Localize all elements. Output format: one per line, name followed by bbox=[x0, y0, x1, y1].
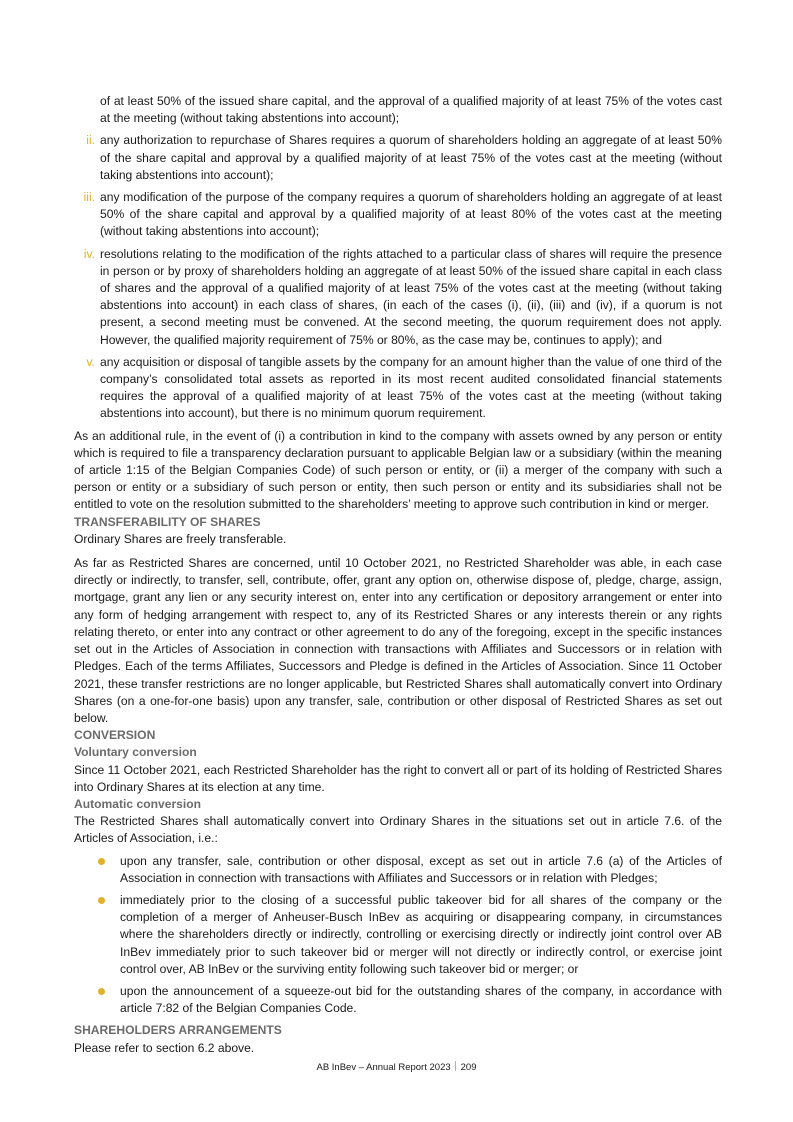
list-item-text: immediately prior to the closing of a successful public takeover bid for all shares of the company or the completion of a merger of Anheuser-Busch InBev as acquiring or disappearing company, in circumstances where the shareholders directly or indirectly, controlling or exercising directly or indirectly joint control over AB InBev immediately prior to such takeover bid or merger will not directly or indirectly control, or exercise joint control over, AB InBev or the surviving entity following such takeover bid or merger; or bbox=[120, 892, 722, 976]
list-item-number: iii. bbox=[83, 190, 95, 205]
list-item-text: any acquisition or disposal of tangible assets by the company for an amount higher than the value of one third of the company’s consolidated total assets as reported in its most recent audited consolidated financial statements requires the approval of a qualified majority of at least 75% of the votes cast at the meeting (without taking abstentions into account), but there is no minimum quorum requirement. bbox=[100, 354, 722, 421]
list-item-text: any authorization to repurchase of Shares requires a quorum of shareholders holding an aggregate of at least 50% of the share capital and approval by a qualified majority of at least 75% of the votes cast at the meeting (without taking abstentions into account); bbox=[100, 133, 722, 182]
additional-rule-paragraph: As an additional rule, in the event of (i) a contribution in kind to the company with assets owned by any person or entity which is required to file a transparency declaration pursuant to applicable Belgian law or a subsidiary (within the meaning of article 1:15 of the Belgian Companies Code) of such person or entity, or (ii) a merger of the company with such a person or entity or a subsidiary of such person or entity, then such person or entity and its subsidiaries shall not be entitled to vote on the resolution submitted to the shareholders’ meeting to approve such contribution in kind or merger. bbox=[74, 428, 722, 512]
list-item bbox=[74, 354, 722, 423]
list-item-text: upon the announcement of a squeeze-out bid for the outstanding shares of the company, in accordance with article 7:82 of the Belgian Companies Code. bbox=[120, 983, 722, 1016]
list-item-text: any modification of the purpose of the company requires a quorum of shareholders holding an aggregate of at least 50% of the share capital and approval by a qualified majority of at least 80% of the votes cast at the meeting (without taking abstentions into account); bbox=[100, 190, 722, 239]
bullet-icon bbox=[98, 897, 105, 904]
list-item bbox=[74, 132, 722, 184]
transferability-paragraph-1: Ordinary Shares are freely transferable. bbox=[74, 531, 287, 546]
list-item bbox=[74, 246, 722, 349]
voluntary-conversion-text: Since 11 October 2021, each Restricted Shareholder has the right to convert all or part of its holding of Restricted Shares into Ordinary Shares at its election at any time. bbox=[74, 762, 722, 794]
automatic-conversion-text: The Restricted Shares shall automatically convert into Ordinary Shares in the situations set out in article 7.6. of the Articles of Association, i.e.: bbox=[74, 814, 722, 846]
bullet-icon bbox=[98, 858, 105, 865]
transferability-paragraph-2: As far as Restricted Shares are concerned, until 10 October 2021, no Restricted Shareholder was able, in each case directly or indirectly, to transfer, sell, contribute, offer, grant any option on, otherwise dispose of, pledge, charge, assign, mortgage, grant any lien or any security interest on, enter into any certification or depository arrangement or enter into any form of hedging arrangement with respect to, any of its Restricted Shares or any interests therein or any rights relating thereto, or enter into any contract or other agreement to do any of the foregoing, except in the specific instances set out in the Articles of Association in connection with transactions with Affiliates and Successors or in relation with Pledges. Each of the terms Affiliates, Successors and Pledge is defined in the Articles of Association. Since 11 October 2021, these transfer restrictions are no longer applicable, but Restricted Shares shall automatically convert into Ordinary Shares (on a one-for-one basis) upon any transfer, sale, contribution or other disposal of Restricted Shares as set out below. bbox=[74, 556, 722, 725]
list-item-number: iv. bbox=[83, 246, 95, 261]
voluntary-conversion-heading: Voluntary conversion bbox=[74, 745, 197, 760]
list-item-number: v. bbox=[86, 354, 95, 369]
bullet-list bbox=[74, 853, 722, 1018]
page-footer bbox=[0, 1061, 793, 1073]
list-item bbox=[74, 983, 722, 1017]
page-number: 209 bbox=[460, 1062, 477, 1073]
page-content bbox=[74, 93, 722, 1057]
shareholders-arrangements-text: Please refer to section 6.2 above. bbox=[74, 1040, 255, 1055]
footer-title: AB InBev – Annual Report 2023 bbox=[316, 1062, 451, 1073]
list-item-text: upon any transfer, sale, contribution or other disposal, except as set out in article 7.6 (a) of the Articles of Association in connection with transactions with Affiliates and Successors or in relation with Pledges; bbox=[120, 853, 722, 885]
roman-numeral-list bbox=[74, 132, 722, 422]
list-item bbox=[74, 892, 722, 978]
list-item-text: resolutions relating to the modification of the rights attached to a particular class of shares will require the presence in person or by proxy of shareholders holding an aggregate of at least 50% of the issued share capital in each class of shares and the approval of a qualified majority of at least 75% of the votes cast at the meeting (without taking abstentions into account) in each class of shares, (in each of the cases (i), (ii), (iii) and (iv), if a quorum is not present, a second meeting must be convened. At the second meeting, the quorum requirement does not apply. However, the qualified majority requirement of 75% or 80%, as the case may be, continues to apply); and bbox=[100, 246, 722, 347]
footer-separator bbox=[455, 1061, 456, 1071]
list-item bbox=[74, 189, 722, 241]
list-item-number: ii. bbox=[86, 133, 95, 148]
bullet-icon bbox=[98, 988, 105, 995]
transferability-heading: TRANSFERABILITY OF SHARES bbox=[74, 514, 261, 529]
automatic-conversion-heading: Automatic conversion bbox=[74, 796, 202, 811]
list-item bbox=[74, 853, 722, 887]
conversion-heading: CONVERSION bbox=[74, 728, 156, 743]
continued-list-item-text: of at least 50% of the issued share capital, and the approval of a qualified majority of at least 75% of the votes cast at the meeting (without taking abstentions into account); bbox=[100, 94, 722, 126]
shareholders-arrangements-heading: SHAREHOLDERS ARRANGEMENTS bbox=[74, 1023, 282, 1038]
